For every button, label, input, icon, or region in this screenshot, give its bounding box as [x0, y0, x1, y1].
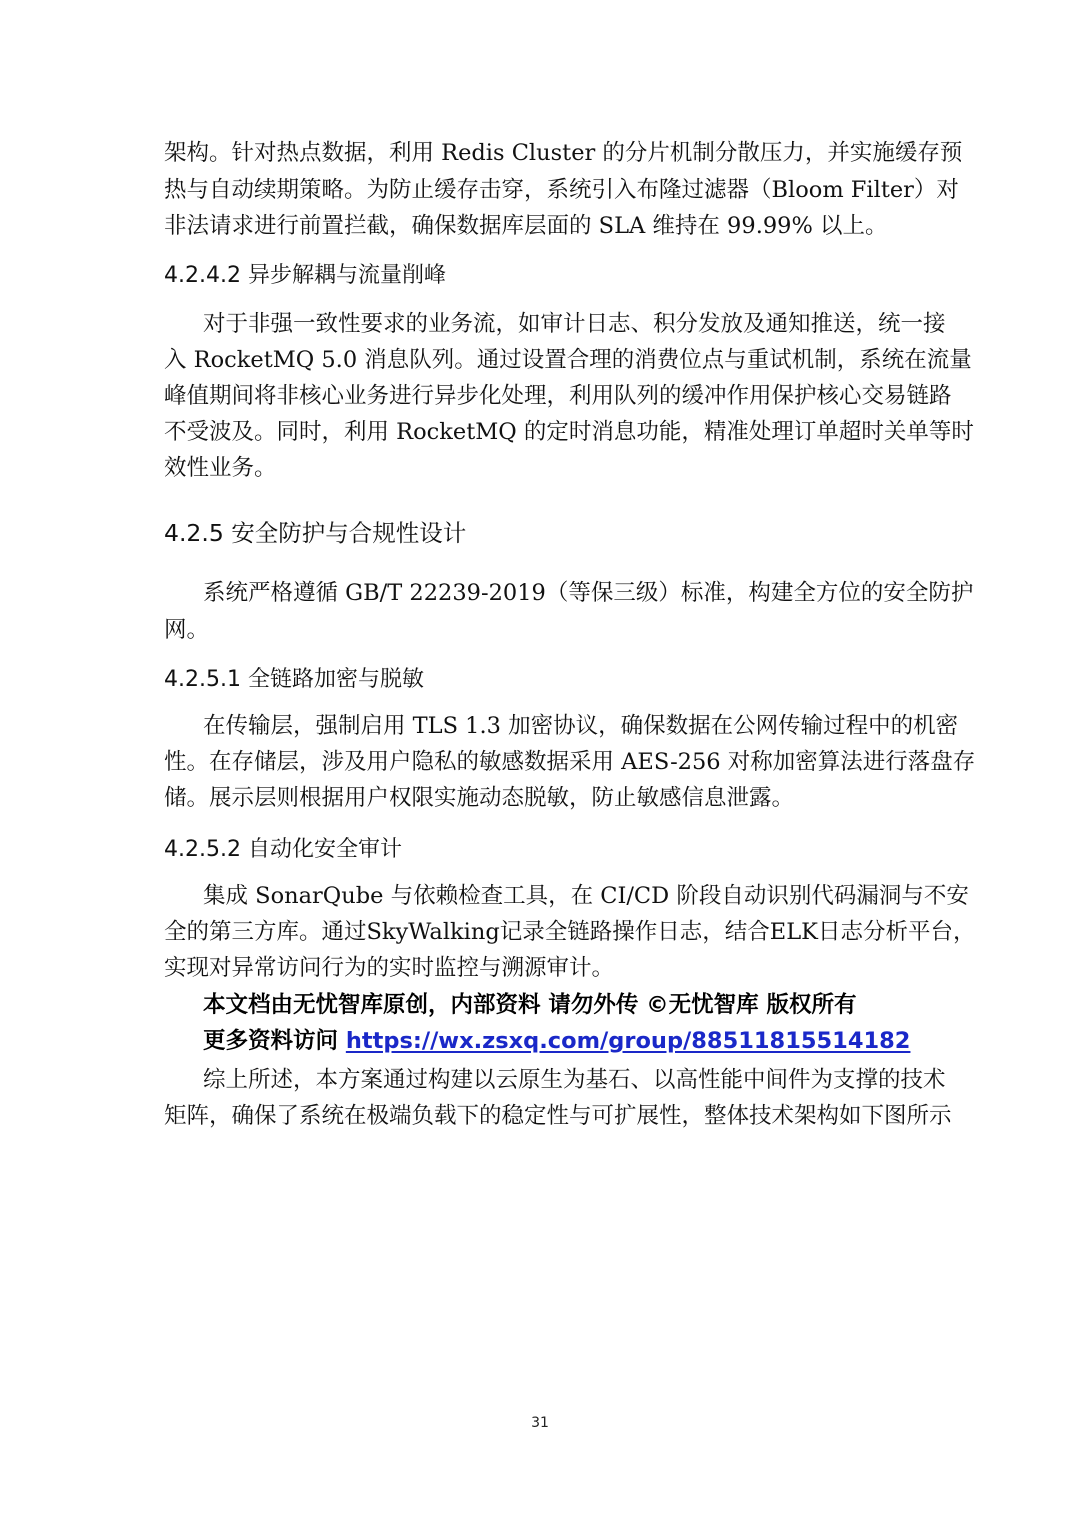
paragraph-audit-line-3: 实现对异常访问行为的实时监控与溯源审计。 — [164, 955, 615, 981]
resource-notice — [203, 1026, 910, 1056]
paragraph-async-line-2: 入 RocketMQ 5.0 消息队列。通过设置合理的消费位点与重试机制，系统在流量 — [164, 347, 972, 373]
paragraph-async-line-1: 对于非强一致性要求的业务流，如审计日志、积分发放及通知推送，统一接 — [203, 311, 946, 337]
paragraph-summary-line-2: 矩阵，确保了系统在极端负载下的稳定性与可扩展性，整体技术架构如下图所示 — [164, 1103, 952, 1129]
heading-4-2-5-2: 4.2.5.2 自动化安全审计 — [164, 837, 402, 862]
paragraph-encrypt-line-3: 储。展示层则根据用户权限实施动态脱敏，防止敏感信息泄露。 — [164, 785, 795, 811]
paragraph-cache-line-2: 热与自动续期策略。为防止缓存击穿，系统引入布隆过滤器（Bloom Filter）对 — [164, 177, 959, 203]
paragraph-security-line-2: 网。 — [164, 617, 210, 643]
paragraph-encrypt-line-1: 在传输层，强制启用 TLS 1.3 加密协议，确保数据在公网传输过程中的机密 — [203, 713, 959, 739]
paragraph-async-line-3: 峰值期间将非核心业务进行异步化处理，利用队列的缓冲作用保护核心交易链路 — [164, 383, 952, 409]
copyright-notice: 本文档由无忧智库原创，内部资料 请勿外传 ©无忧智库 版权所有 — [203, 992, 857, 1018]
resource-notice-label: 更多资料访问 — [203, 1028, 346, 1054]
paragraph-cache-line-3: 非法请求进行前置拦截，确保数据库层面的 SLA 维持在 99.99% 以上。 — [164, 213, 888, 239]
heading-4-2-4-2: 4.2.4.2 异步解耦与流量削峰 — [164, 263, 446, 288]
paragraph-summary-line-1: 综上所述，本方案通过构建以云原生为基石、以高性能中间件为支撑的技术 — [203, 1067, 946, 1093]
heading-4-2-5-1: 4.2.5.1 全链路加密与脱敏 — [164, 667, 424, 692]
page-number: 31 — [531, 1415, 549, 1431]
resource-link[interactable]: https://wx.zsxq.com/group/88511815514182 — [345, 1028, 911, 1054]
heading-4-2-5: 4.2.5 安全防护与合规性设计 — [164, 519, 467, 547]
paragraph-audit-line-1: 集成 SonarQube 与依赖检查工具，在 CI/CD 阶段自动识别代码漏洞与不安 — [203, 883, 969, 909]
paragraph-audit-line-2: 全的第三方库。通过SkyWalking记录全链路操作日志，结合ELK日志分析平台， — [164, 919, 976, 945]
paragraph-security-line-1: 系统严格遵循 GB/T 22239-2019（等保三级）标准，构建全方位的安全防护 — [203, 580, 974, 606]
paragraph-async-line-5: 效性业务。 — [164, 455, 277, 481]
paragraph-async-line-4: 不受波及。同时，利用 RocketMQ 的定时消息功能，精准处理订单超时关单等时 — [164, 419, 974, 445]
paragraph-encrypt-line-2: 性。在存储层，涉及用户隐私的敏感数据采用 AES-256 对称加密算法进行落盘存 — [164, 749, 976, 775]
paragraph-cache-line-1: 架构。针对热点数据，利用 Redis Cluster 的分片机制分散压力，并实施缓存预 — [164, 140, 963, 166]
